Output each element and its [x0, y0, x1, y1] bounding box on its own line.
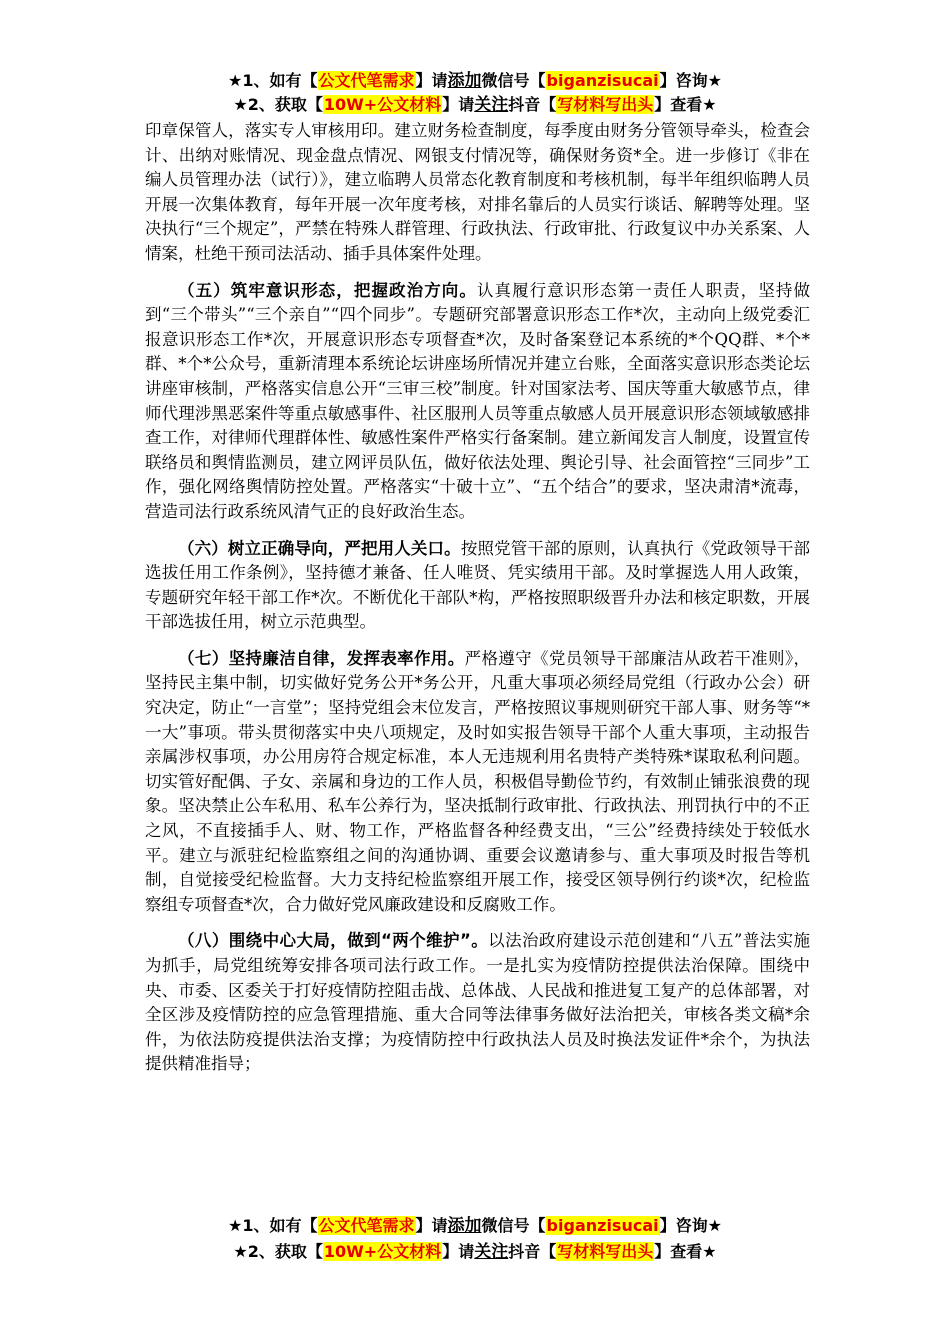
promo-banner-bottom-line2 [0, 1240, 950, 1264]
banner-text: ★1、如有【 [228, 71, 318, 90]
highlight-service: 公文代笔需求 [318, 71, 415, 90]
banner-text: ★2、获取【 [233, 1242, 323, 1261]
section-heading: （八）围绕中心大局，做到“两个维护”。 [178, 931, 489, 951]
banner-text: 微信号【 [481, 71, 546, 90]
banner-text: ★1、如有【 [228, 1216, 318, 1235]
banner-text: 】查看★ [654, 95, 717, 114]
highlight-service: 公文代笔需求 [318, 1216, 415, 1235]
highlight-materials: 10W+公文材料 [323, 1242, 442, 1261]
banner-text: 】请 [415, 71, 448, 90]
section-heading: （五）筑牢意识形态，把握政治方向。 [178, 280, 477, 300]
paragraph-section-7 [145, 647, 810, 918]
section-heading: （六）树立正确导向，严把用人关口。 [178, 538, 461, 558]
banner-emphasis: 添加 [447, 71, 482, 91]
banner-text: 】查看★ [654, 1242, 717, 1261]
section-heading: （七）坚持廉洁自律，发挥表率作用。 [178, 648, 465, 668]
banner-text: 】咨询★ [659, 1216, 722, 1235]
banner-text: 】请 [442, 1242, 475, 1261]
paragraph-text: 按照党管干部的原则，认真执行《党政领导干部选拔任用工作条例》，坚持德才兼备、任人唯贤、凭实绩用干部。及时掌握选人用人政策，专题研究年轻干部工作*次。不断优化干部队*构，严格按照职级晋升办法和核定职数，开展干部选拔任用，树立示范典型。 [145, 538, 811, 632]
paragraph-continuation [145, 119, 810, 267]
banner-text: 抖音【 [508, 1242, 557, 1261]
highlight-materials: 10W+公文材料 [323, 95, 442, 114]
banner-text: 】请 [415, 1216, 448, 1235]
banner-text: 抖音【 [508, 95, 557, 114]
paragraph-text: 印章保管人，落实专人审核用印。建立财务检查制度，每季度由财务分管领导牵头，检查会计、出纳对账情况、现金盘点情况、网银支付情况等，确保财务资*全。进一步修订《非在编人员管理办法（试行）》，建立临聘人员常态化教育制度和考核机制，每半年组织临聘人员开展一次集体教育，每年开展一次年度考核，对排名靠后的人员实行谈话、解聘等处理。坚决执行“三个规定”，严禁在特殊人群管理、行政执法、行政审批、行政复议中办关系案、人情案，杜绝干预司法活动、插手具体案件处理。 [145, 121, 810, 263]
highlight-wechat-id: biganzisucai [546, 71, 659, 90]
banner-emphasis: 关注 [474, 1242, 509, 1262]
highlight-douyin-account: 写材料写出头 [557, 1242, 654, 1261]
paragraph-text: 严格遵守《党员领导干部廉洁从政若干准则》，坚持民主集中制，切实做好党务公开*务公开，凡重大事项必须经局党组（行政办公会）研究决定，防止“一言堂”；坚持党组会末位发言，严格按照议事规则研究干部人事、财务等“*一大”事项。带头贯彻落实中央八项规定，及时如实报告领导干部个人重大事项，主动报告亲属涉权事项，办公用房符合规定标准，本人无违规利用名贵特产类特殊*谋取私利问题。切实管好配偶、子女、亲属和身边的工作人员，积极倡导勤俭节约，有效制止铺张浪费的现象。坚决禁止公车私用、私车公养行为，坚决抵制行政审批、行政执法、刑罚执行中的不正之风，不直接插手人、财、物工作，严格监督各种经费支出，“三公”经费持续处于较低水平。建立与派驻纪检监察组之间的沟通协调、重要会议邀请参与、重大事项及时报告等机制，自觉接受纪检监督。大力支持纪检监察组开展工作，接受区领导例行约谈*次，纪检监察组专项督查*次，合力做好党风廉政建设和反腐败工作。 [145, 648, 811, 914]
banner-text: ★2、获取【 [233, 95, 323, 114]
banner-emphasis: 添加 [447, 1216, 482, 1236]
highlight-wechat-id: biganzisucai [546, 1216, 659, 1235]
promo-banner-top-line1 [0, 69, 950, 93]
paragraph-text: 以法治政府建设示范创建和“八五”普法实施为抓手，局党组统筹安排各项司法行政工作。一是扎实为疫情防控提供法治保障。围绕中央、市委、区委关于打好疫情防控阻击战、总体战、人民战和推进复工复产的总体部署，对全区涉及疫情防控的应急管理措施、重大合同等法律事务做好法治把关，审核各类文稿*余件，为依法防疫提供法治支撑；为疫情防控中行政执法人员及时换法发证件*余个，为执法提供精准指导； [145, 931, 810, 1074]
highlight-douyin-account: 写材料写出头 [557, 95, 654, 114]
paragraph-section-8 [145, 929, 810, 1077]
paragraph-section-5 [145, 279, 810, 525]
banner-text: 】咨询★ [659, 71, 722, 90]
banner-text: 】请 [442, 95, 475, 114]
banner-emphasis: 关注 [474, 95, 509, 115]
document-body [145, 119, 810, 1089]
paragraph-section-6 [145, 537, 810, 635]
paragraph-text: 认真履行意识形态第一责任人职责，坚持做到“三个带头”“三个亲自”“四个同步”。专题研究部署意识形态工作*次，主动向上级党委汇报意识形态工作*次，开展意识形态专项督查*次，及时备案登记本系统的*个QQ群、*个*群、*个*公众号，重新清理本系统论坛讲座场所情况并建立台账，全面落实意识形态类论坛讲座审核制，严格落实信息公开“三审三校”制度。针对国家法考、国庆等重大敏感节点，律师代理涉黑恶案件等重点敏感事件、社区服刑人员等重点敏感人员开展意识形态领域敏感排查工作，对律师代理群体性、敏感性案件严格实行备案制。建立新闻发言人制度，设置宣传联络员和舆情监测员，建立网评员队伍，做好依法处理、舆论引导、社会面管控“三同步”工作，强化网络舆情防控处置。严格落实“十破十立”、“五个结合”的要求，坚决肃清*流毒，营造司法行政系统风清气正的良好政治生态。 [145, 280, 811, 521]
banner-text: 微信号【 [481, 1216, 546, 1235]
promo-banner-top-line2 [0, 93, 950, 117]
promo-banner-bottom-line1 [0, 1214, 950, 1238]
